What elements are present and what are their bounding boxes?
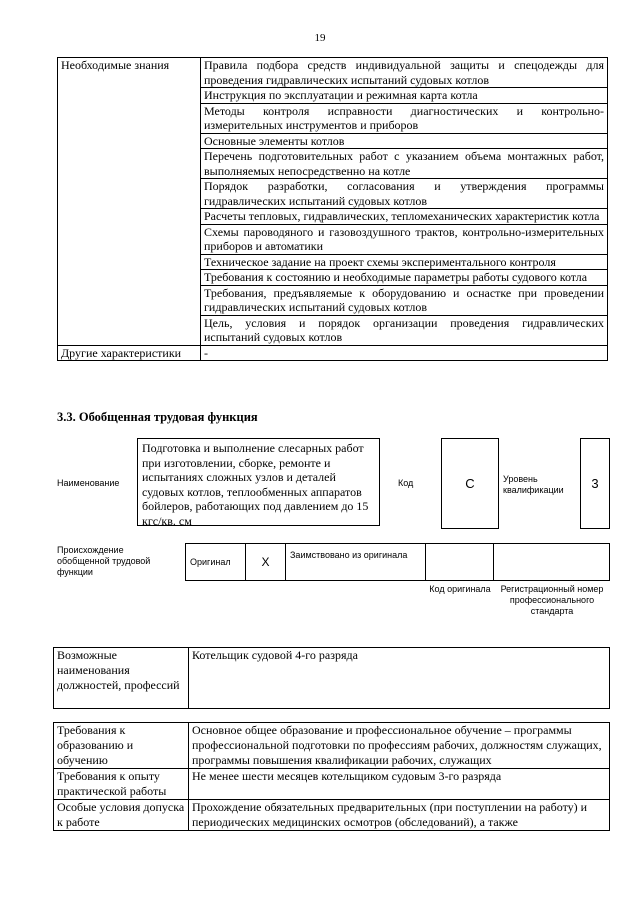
- knowledge-item: Перечень подготовительных работ с указанием объема монтажных работ, выполняемых непосредственно на котле: [201, 149, 608, 179]
- table-row: [58, 58, 608, 88]
- knowledge-item: Техническое задание на проект схемы экспериментального контроля: [201, 254, 608, 270]
- table-row: [58, 345, 608, 361]
- knowledge-item: Основные элементы котлов: [201, 133, 608, 149]
- positions-value: Котельщик судовой 4-го разряда: [189, 648, 610, 709]
- original-code-cell: [426, 543, 494, 581]
- section-title: 3.3. Обобщенная трудовая функция: [57, 410, 258, 424]
- code-of-original-caption: Код оригинала: [429, 584, 491, 594]
- original-mark: X: [246, 543, 286, 581]
- admission-conditions-value: Прохождение обязательных предварительных (при поступлении на работу) и периодических медицинских осмотров (обследований), а также: [189, 800, 610, 831]
- page-number: 19: [314, 32, 326, 44]
- education-requirements-value: Основное общее образование и профессиональное обучение – программы профессиональной подготовки по профессиям рабочих, должностям служащих, программы повышения квалификации рабочих, служащих: [189, 723, 610, 769]
- qualification-level-label: Уровень квалификации: [503, 474, 564, 495]
- education-requirements-label: Требования к образованию и обучению: [54, 723, 189, 769]
- positions-label: Возможные наименования должностей, профессий: [54, 648, 189, 709]
- knowledge-item: Методы контроля исправности диагностических и контрольно-измерительных инструментов и приборов: [201, 103, 608, 133]
- code-label: Код: [398, 478, 414, 488]
- original-label: Оригинал: [185, 543, 246, 581]
- function-name-box: Подготовка и выполнение слесарных работ при изготовлении, сборке, ремонте и испытаниях сложных узлов и деталей судовых котлов, теплообменных аппаратов бойлеров, работающих под давлением до 15 кгс/кв. см: [137, 438, 380, 526]
- required-knowledge-label: Необходимые знания: [58, 58, 201, 346]
- other-characteristics-value: -: [201, 345, 608, 361]
- registration-number-caption: Регистрационный номер профессионального стандарта: [500, 584, 604, 616]
- knowledge-item: Расчеты тепловых, гидравлических, тепломеханических характеристик котла: [201, 209, 608, 225]
- name-label: Наименование: [57, 478, 120, 488]
- other-characteristics-label: Другие характеристики: [58, 345, 201, 361]
- table-row: [54, 800, 610, 831]
- table-row: [54, 648, 610, 709]
- experience-requirements-label: Требования к опыту практической работы: [54, 769, 189, 800]
- knowledge-item: Схемы пароводяного и газовоздушного трактов, контрольно-измерительных приборов и автоматики: [201, 224, 608, 254]
- experience-requirements-value: Не менее шести месяцев котельщиком судовым 3-го разряда: [189, 769, 610, 800]
- borrowed-label: Заимствовано из оригинала: [286, 543, 426, 581]
- knowledge-item: Цель, условия и порядок организации проведения гидравлических испытаний судовых котлов: [201, 315, 608, 345]
- qualification-level-box: 3: [580, 438, 610, 529]
- requirements-table: [53, 722, 610, 831]
- table-row: [54, 769, 610, 800]
- origin-row: [185, 543, 610, 581]
- knowledge-item: Требования, предъявляемые к оборудованию и оснастке при проведении гидравлических испытаний судовых котлов: [201, 285, 608, 315]
- positions-table: [53, 647, 610, 709]
- admission-conditions-label: Особые условия допуска к работе: [54, 800, 189, 831]
- table-row: [54, 723, 610, 769]
- registration-number-cell: [494, 543, 610, 581]
- knowledge-table: [57, 57, 608, 361]
- code-value-box: C: [441, 438, 499, 529]
- knowledge-item: Инструкция по эксплуатации и режимная карта котла: [201, 88, 608, 104]
- knowledge-item: Требования к состоянию и необходимые параметры работы судового котла: [201, 270, 608, 286]
- knowledge-item: Порядок разработки, согласования и утверждения программы гидравлических испытаний судовых котлов: [201, 179, 608, 209]
- knowledge-item: Правила подбора средств индивидуальной защиты и спецодежды для проведения гидравлических испытаний судовых котлов: [201, 58, 608, 88]
- origin-label: Происхождение обобщенной трудовой функции: [57, 545, 151, 577]
